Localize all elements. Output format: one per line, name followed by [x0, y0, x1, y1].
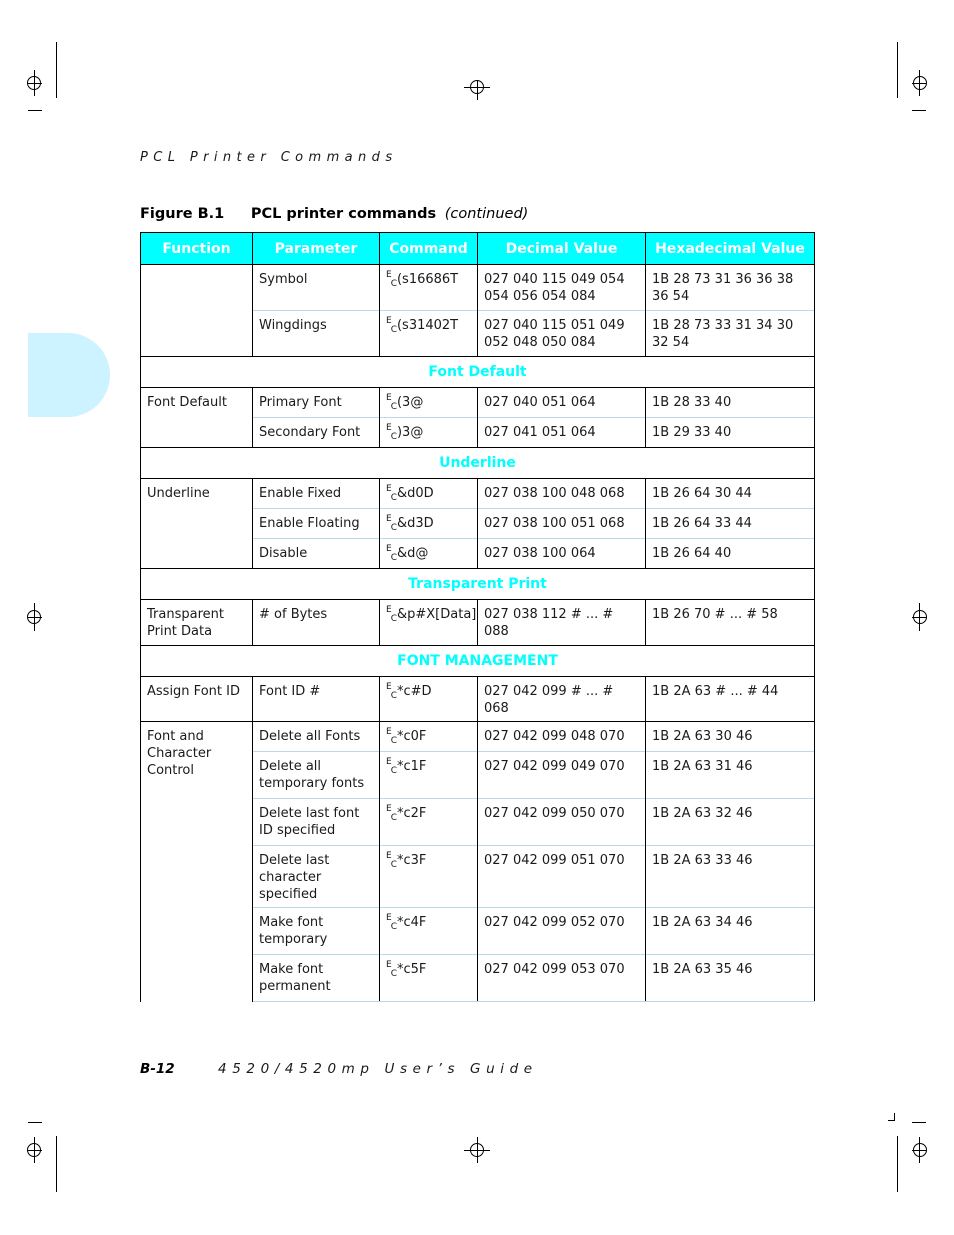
table-row: [141, 388, 815, 418]
column-header: Hexadecimal Value: [646, 233, 815, 265]
escape-e: E: [386, 682, 392, 692]
table-row: [141, 677, 815, 722]
command-text: &d3D: [396, 516, 434, 531]
parameter-cell: Secondary Font: [253, 418, 380, 448]
escape-glyph: [386, 316, 397, 335]
escape-e: E: [386, 727, 392, 737]
hex-cell: 1B 2A 63 # ... # 44: [646, 677, 815, 722]
command-cell: [380, 311, 478, 357]
hex-cell: 1B 2A 63 35 46: [646, 955, 815, 1002]
decimal-cell: 027 040 051 064: [478, 388, 646, 418]
escape-c: C: [390, 766, 397, 776]
figure-caption: [140, 206, 528, 222]
parameter-cell: Disable: [253, 539, 380, 569]
escape-glyph: [386, 544, 397, 563]
function-cell: Underline: [141, 479, 253, 569]
escape-c: C: [390, 614, 397, 624]
figure-continued: (continued): [444, 206, 529, 222]
parameter-cell: Delete all temporary fonts: [253, 752, 380, 799]
parameter-cell: Delete all Fonts: [253, 722, 380, 752]
hex-cell: 1B 2A 63 33 46: [646, 846, 815, 908]
command-text: (s31402T: [396, 318, 459, 333]
page-number: B-12: [140, 1061, 175, 1077]
hex-cell: 1B 2A 63 30 46: [646, 722, 815, 752]
section-heading-row: [141, 646, 815, 677]
escape-c: C: [390, 493, 397, 503]
escape-c: C: [390, 691, 397, 701]
escape-e: E: [386, 484, 392, 494]
parameter-cell: Primary Font: [253, 388, 380, 418]
escape-e: E: [386, 393, 392, 403]
decimal-cell: 027 038 112 # ... # 088: [478, 600, 646, 646]
command-cell: [380, 600, 478, 646]
figure-number: Figure B.1: [140, 206, 225, 222]
escape-c: C: [390, 860, 397, 870]
escape-glyph: [386, 423, 397, 442]
running-head: PCL Printer Commands: [140, 150, 398, 165]
decimal-cell: 027 042 099 051 070: [478, 846, 646, 908]
command-text: *c4F: [396, 915, 427, 930]
section-heading: Font Default: [141, 357, 815, 388]
escape-glyph: [386, 960, 397, 979]
parameter-cell: Delete last font ID specified: [253, 799, 380, 846]
decimal-cell: 027 040 115 049 054 054 056 054 084: [478, 265, 646, 311]
command-text: &d0D: [396, 486, 434, 501]
escape-c: C: [390, 813, 397, 823]
escape-glyph: [386, 484, 397, 503]
column-header: Command: [380, 233, 478, 265]
command-text: *c1F: [396, 759, 427, 774]
parameter-cell: Delete last character specified: [253, 846, 380, 908]
command-text: (s16686T: [396, 272, 459, 287]
command-cell: [380, 388, 478, 418]
command-text: (3@: [396, 395, 424, 410]
command-cell: [380, 752, 478, 799]
decimal-cell: 027 042 099 052 070: [478, 908, 646, 955]
command-cell: [380, 265, 478, 311]
command-text: *c2F: [396, 806, 427, 821]
decimal-cell: 027 042 099 # ... # 068: [478, 677, 646, 722]
escape-c: C: [390, 279, 397, 289]
table-row: [141, 479, 815, 509]
escape-e: E: [386, 757, 392, 767]
escape-c: C: [390, 922, 397, 932]
escape-glyph: [386, 393, 397, 412]
escape-c: C: [390, 523, 397, 533]
function-cell: Assign Font ID: [141, 677, 253, 722]
hex-cell: 1B 26 70 # ... # 58: [646, 600, 815, 646]
pcl-commands-table: [140, 232, 815, 1002]
escape-e: E: [386, 605, 392, 615]
parameter-cell: Wingdings: [253, 311, 380, 357]
section-heading: Underline: [141, 448, 815, 479]
hex-cell: 1B 26 64 33 44: [646, 509, 815, 539]
escape-e: E: [386, 514, 392, 524]
escape-glyph: [386, 804, 397, 823]
decimal-cell: 027 040 115 051 049 052 048 050 084: [478, 311, 646, 357]
command-cell: [380, 539, 478, 569]
guide-title: 4520/4520mp User’s Guide: [218, 1061, 538, 1077]
function-cell: Transparent Print Data: [141, 600, 253, 646]
escape-e: E: [386, 544, 392, 554]
decimal-cell: 027 038 100 051 068: [478, 509, 646, 539]
table-header-row: [141, 233, 815, 265]
parameter-cell: # of Bytes: [253, 600, 380, 646]
hex-cell: 1B 28 73 33 31 34 30 32 54: [646, 311, 815, 357]
escape-c: C: [390, 736, 397, 746]
hex-cell: 1B 28 33 40: [646, 388, 815, 418]
escape-c: C: [390, 432, 397, 442]
escape-c: C: [390, 402, 397, 412]
command-text: &d@: [396, 546, 429, 561]
escape-e: E: [386, 270, 392, 280]
escape-e: E: [386, 913, 392, 923]
escape-c: C: [390, 325, 397, 335]
chapter-tab: [28, 333, 110, 417]
parameter-cell: Symbol: [253, 265, 380, 311]
section-heading-row: [141, 448, 815, 479]
hex-cell: 1B 2A 63 34 46: [646, 908, 815, 955]
section-heading-row: [141, 357, 815, 388]
command-text: *c#D: [396, 684, 432, 699]
escape-e: E: [386, 851, 392, 861]
escape-glyph: [386, 727, 397, 746]
hex-cell: 1B 28 73 31 36 36 38 36 54: [646, 265, 815, 311]
hex-cell: 1B 2A 63 32 46: [646, 799, 815, 846]
command-cell: [380, 799, 478, 846]
escape-glyph: [386, 270, 397, 289]
command-cell: [380, 479, 478, 509]
command-text: *c3F: [396, 853, 427, 868]
decimal-cell: 027 041 051 064: [478, 418, 646, 448]
parameter-cell: Make font temporary: [253, 908, 380, 955]
command-cell: [380, 677, 478, 722]
escape-glyph: [386, 514, 397, 533]
hex-cell: 1B 26 64 30 44: [646, 479, 815, 509]
escape-glyph: [386, 605, 397, 624]
decimal-cell: 027 038 100 064: [478, 539, 646, 569]
command-cell: [380, 418, 478, 448]
hex-cell: 1B 26 64 40: [646, 539, 815, 569]
command-cell: [380, 955, 478, 1002]
escape-glyph: [386, 682, 397, 701]
table-row: [141, 265, 815, 311]
decimal-cell: 027 042 099 049 070: [478, 752, 646, 799]
command-cell: [380, 509, 478, 539]
decimal-cell: 027 042 099 053 070: [478, 955, 646, 1002]
column-header: Function: [141, 233, 253, 265]
section-heading: FONT MANAGEMENT: [141, 646, 815, 677]
escape-glyph: [386, 757, 397, 776]
decimal-cell: 027 042 099 048 070: [478, 722, 646, 752]
section-heading: Transparent Print: [141, 569, 815, 600]
command-cell: [380, 722, 478, 752]
decimal-cell: 027 038 100 048 068: [478, 479, 646, 509]
escape-e: E: [386, 804, 392, 814]
command-text: *c0F: [396, 729, 427, 744]
parameter-cell: Enable Floating: [253, 509, 380, 539]
table-row: [141, 722, 815, 752]
column-header: Parameter: [253, 233, 380, 265]
escape-e: E: [386, 960, 392, 970]
table-row: [141, 600, 815, 646]
command-cell: [380, 846, 478, 908]
command-text: *c5F: [396, 962, 427, 977]
command-text: )3@: [396, 425, 424, 440]
figure-title: PCL printer commands: [250, 206, 437, 222]
section-heading-row: [141, 569, 815, 600]
escape-glyph: [386, 913, 397, 932]
column-header: Decimal Value: [478, 233, 646, 265]
hex-cell: 1B 2A 63 31 46: [646, 752, 815, 799]
parameter-cell: Font ID #: [253, 677, 380, 722]
function-cell: Font Default: [141, 388, 253, 448]
parameter-cell: Make font permanent: [253, 955, 380, 1002]
hex-cell: 1B 29 33 40: [646, 418, 815, 448]
command-text: &p#X[Data]: [396, 607, 477, 622]
escape-glyph: [386, 851, 397, 870]
command-cell: [380, 908, 478, 955]
function-cell: Font and Character Control: [141, 722, 253, 1002]
escape-c: C: [390, 553, 397, 563]
decimal-cell: 027 042 099 050 070: [478, 799, 646, 846]
escape-e: E: [386, 423, 392, 433]
function-cell: [141, 265, 253, 357]
escape-c: C: [390, 969, 397, 979]
parameter-cell: Enable Fixed: [253, 479, 380, 509]
escape-e: E: [386, 316, 392, 326]
